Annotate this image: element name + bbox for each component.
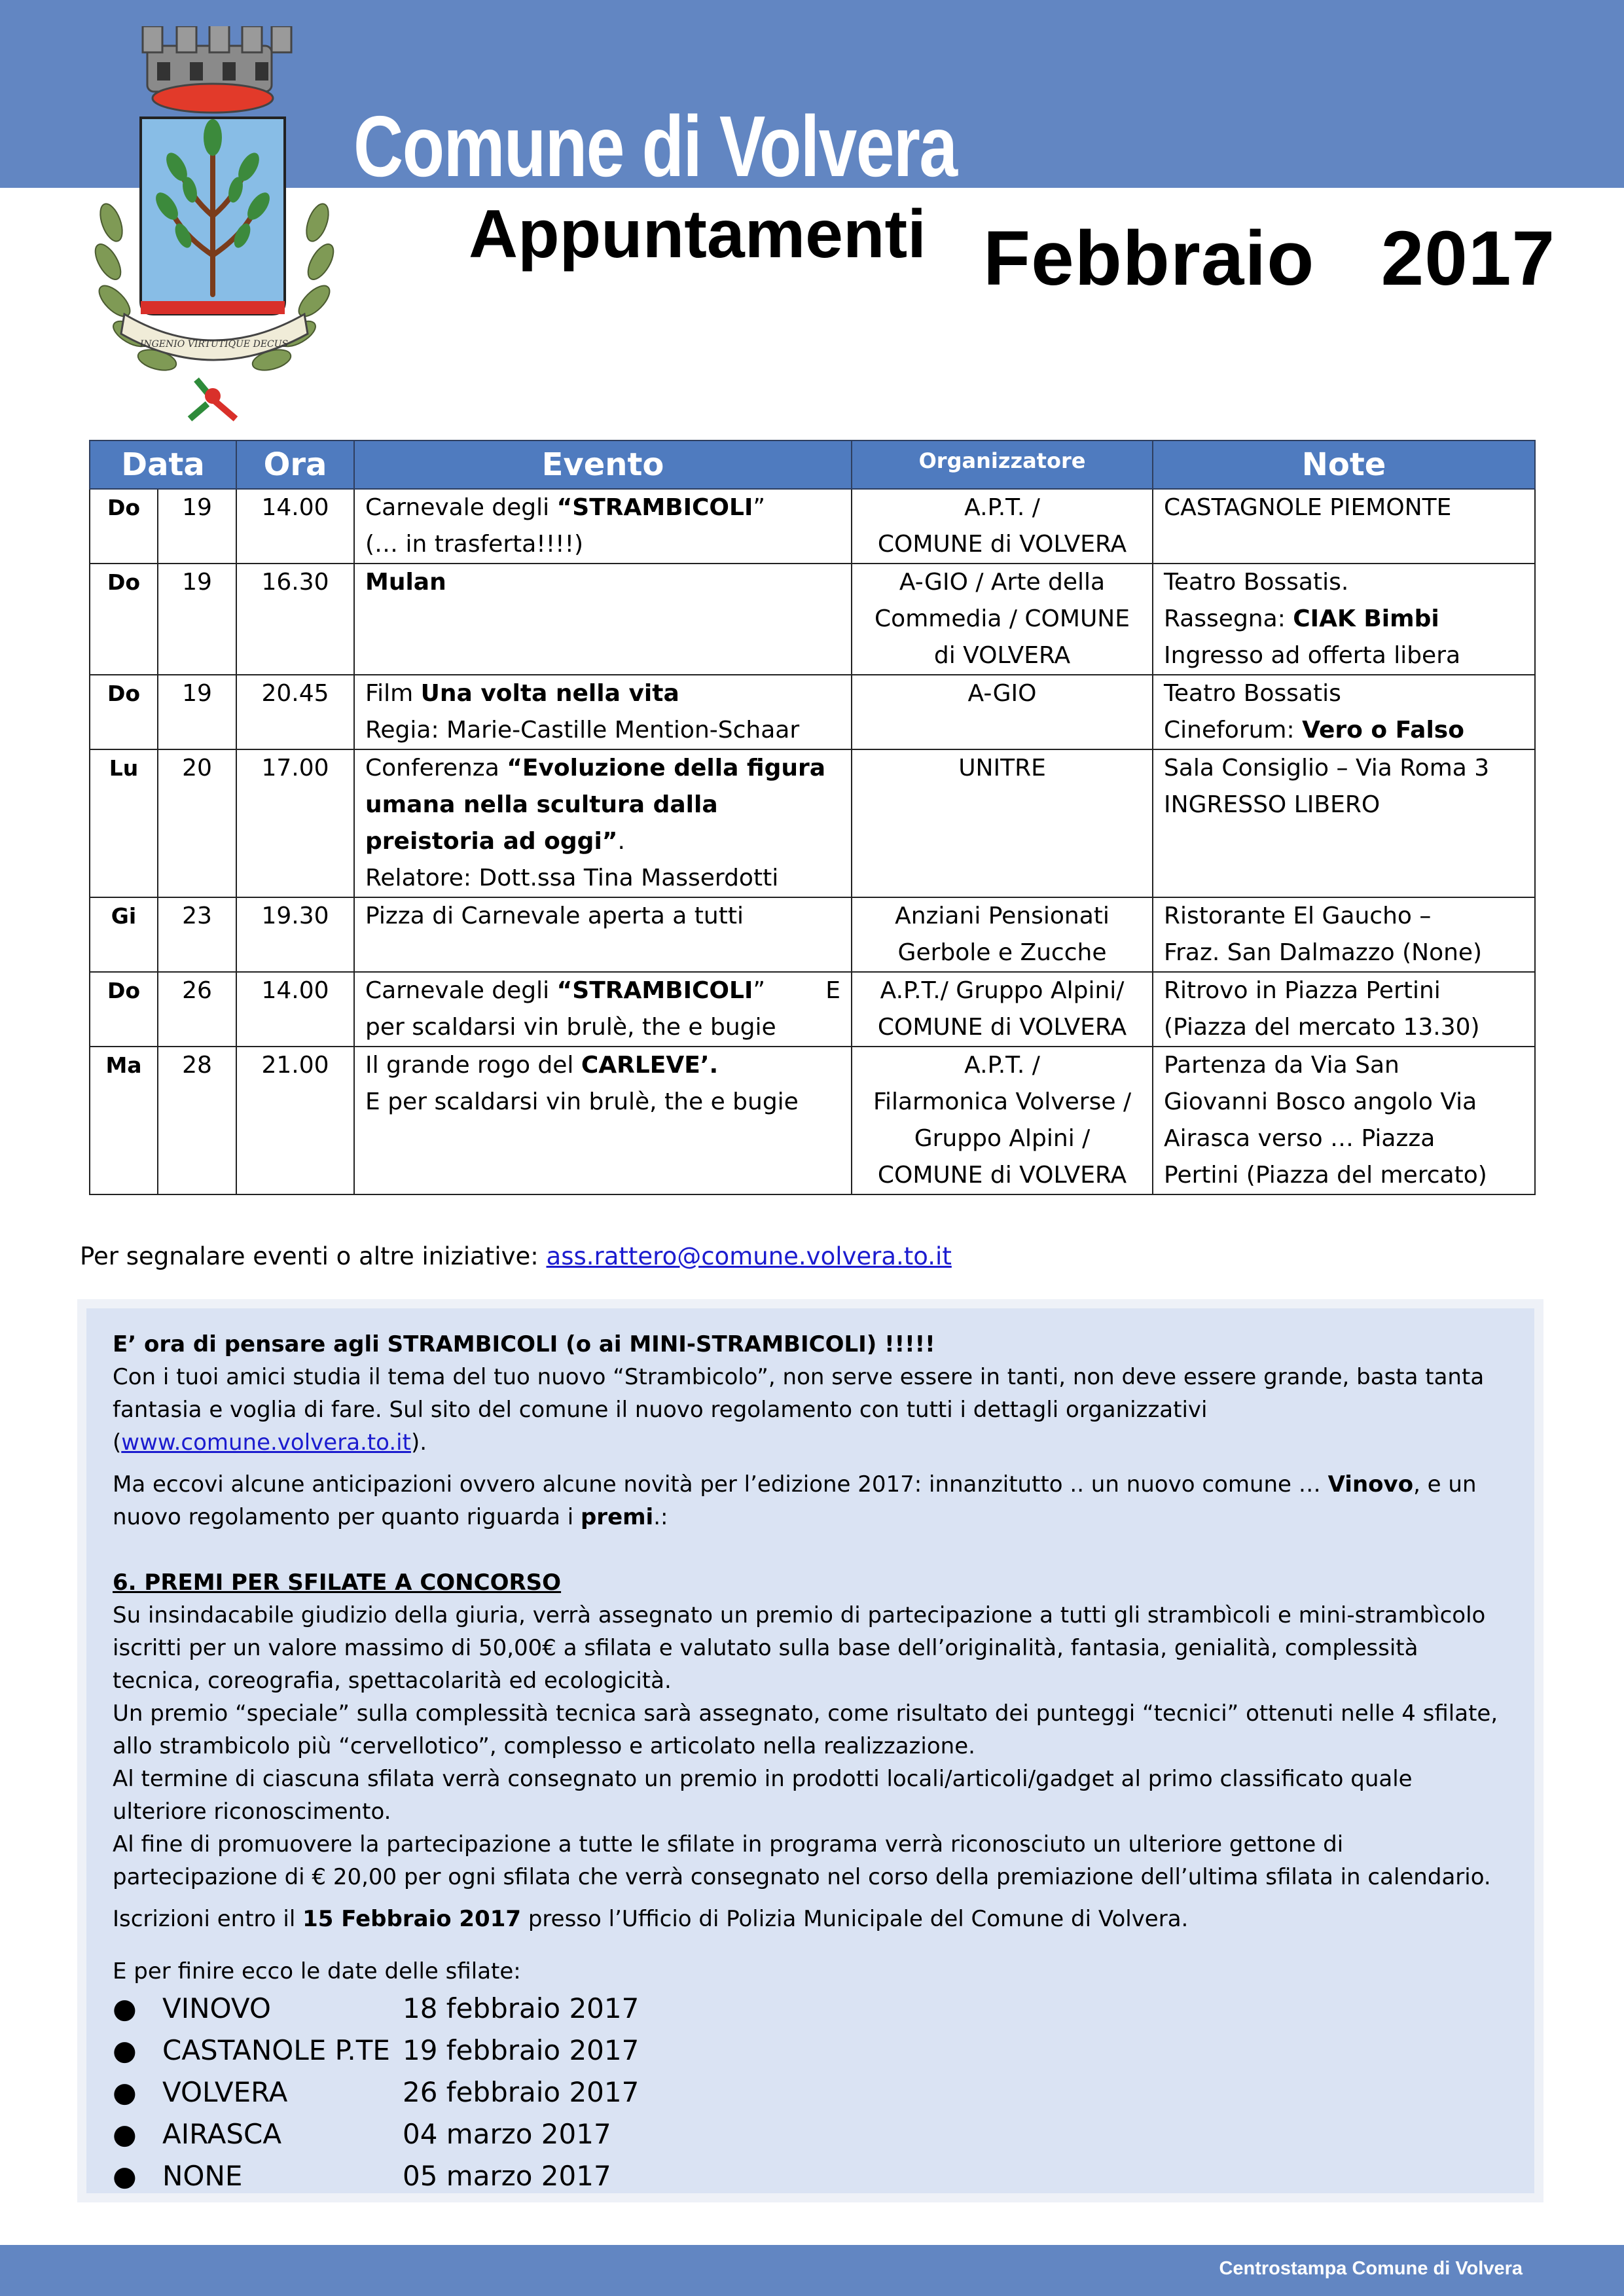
table-row xyxy=(90,972,1535,1047)
parade-dates-list xyxy=(113,1988,1508,2197)
cell-time: 16.30 xyxy=(236,564,354,675)
cell-note: CASTAGNOLE PIEMONTE xyxy=(1153,489,1535,564)
cell-time: 17.00 xyxy=(236,749,354,897)
cell-time: 19.30 xyxy=(236,897,354,972)
cell-time: 21.00 xyxy=(236,1047,354,1194)
cell-note: Partenza da Via San Giovanni Bosco angolo Via Airasca verso … Piazza Pertini (Piazza del mercato) xyxy=(1153,1047,1535,1194)
page-subtitle: Appuntamenti xyxy=(469,196,927,272)
registration-line: Iscrizioni entro il 15 Febbraio 2017 presso l’Ufficio di Polizia Municipale del Comune di Volvera. xyxy=(113,1906,1189,1932)
cell-event: Pizza di Carnevale aperta a tutti xyxy=(354,897,852,972)
cell-date: 26 xyxy=(158,972,236,1047)
events-table xyxy=(89,440,1536,1195)
table-row xyxy=(90,1047,1535,1194)
cell-day: Gi xyxy=(90,897,158,972)
section-title: 6. PREMI PER SFILATE A CONCORSO xyxy=(113,1570,562,1596)
cell-org: UNITRE xyxy=(852,749,1153,897)
footer-credit: Centrostampa Comune di Volvera xyxy=(1219,2258,1523,2279)
crest-motto: INGENIO VIRTUTIQUE DECUS xyxy=(139,339,289,350)
cell-event: Carnevale degli “STRAMBICOLI” E per scaldarsi vin brulè, the e bugie xyxy=(354,972,852,1047)
contact-line xyxy=(80,1237,952,1276)
cell-org: A-GIO / Arte della Commedia / COMUNE di VOLVERA xyxy=(852,564,1153,675)
header-organizzatore: Organizzatore xyxy=(852,440,1153,489)
cell-date: 19 xyxy=(158,489,236,564)
bullet-icon: ● xyxy=(113,2118,137,2150)
info-paragraph: Un premio “speciale” sulla complessità tecnica sarà assegnato, come risultato dei punteggi “tecnici” ottenuti nelle 4 sfilate, allo strambicolo più “cervellotico”, complesso e articolato nella realizzazione. xyxy=(113,1700,1498,1759)
bullet-icon: ● xyxy=(113,2160,137,2192)
cell-org: A.P.T./ Gruppo Alpini/ COMUNE di VOLVERA xyxy=(852,972,1153,1047)
info-heading: E’ ora di pensare agli STRAMBICOLI (o ai MINI-STRAMBICOLI) !!!!! xyxy=(113,1331,935,1357)
strambicoli-info-box xyxy=(77,1299,1543,2202)
list-item: ● VOLVERA 26 febbraio 2017 xyxy=(113,2072,1508,2113)
info-paragraph: Su insindacabile giudizio della giuria, verrà assegnato un premio di partecipazione a tutti gli strambìcoli e mini-strambìcolo iscritti per un valore massimo di 50,00€ a sfilata e valutato sulla base dell’originalità, fantasia, genialità, complessità tecnica, coreografia, spettacolarità ed ecologicità. xyxy=(113,1602,1486,1694)
cell-org: A.P.T. / Filarmonica Volverse / Gruppo Alpini / COMUNE di VOLVERA xyxy=(852,1047,1153,1194)
header-data: Data xyxy=(90,440,236,489)
cell-event: Conferenza “Evoluzione della figura umana nella scultura dalla preistoria ad oggi”. Relatore: Dott.ssa Tina Masserdotti xyxy=(354,749,852,897)
cell-time: 20.45 xyxy=(236,675,354,749)
cell-org: Anziani Pensionati Gerbole e Zucche xyxy=(852,897,1153,972)
cell-event: Il grande rogo del CARLEVE’. E per scaldarsi vin brulè, the e bugie xyxy=(354,1047,852,1194)
list-item: ● VINOVO 18 febbraio 2017 xyxy=(113,1988,1508,2030)
website-link[interactable]: www.comune.volvera.to.it xyxy=(121,1429,411,1456)
cell-day: Do xyxy=(90,972,158,1047)
cell-day: Do xyxy=(90,564,158,675)
cell-date: 28 xyxy=(158,1047,236,1194)
cell-day: Do xyxy=(90,489,158,564)
page-title: Comune di Volvera xyxy=(353,98,957,194)
info-paragraph: Al fine di promuovere la partecipazione a tutte le sfilate in programa verrà riconosciuto un ulteriore gettone di partecipazione di € 20,00 per ogni sfilata che verrà consegnato nel corso della premiazione dell’ultima sfilata in calendario. xyxy=(113,1831,1491,1890)
cell-date: 23 xyxy=(158,897,236,972)
table-row xyxy=(90,897,1535,972)
table-row xyxy=(90,489,1535,564)
cell-day: Lu xyxy=(90,749,158,897)
dates-intro: E per finire ecco le date delle sfilate: xyxy=(113,1958,521,1984)
cell-note: Ritrovo in Piazza Pertini (Piazza del mercato 13.30) xyxy=(1153,972,1535,1047)
cell-note: Ristorante El Gaucho – Fraz. San Dalmazzo (None) xyxy=(1153,897,1535,972)
contact-text: Per segnalare eventi o altre iniziative: xyxy=(80,1242,547,1270)
bullet-icon: ● xyxy=(113,2034,137,2066)
table-header-row xyxy=(90,440,1535,489)
cell-time: 14.00 xyxy=(236,489,354,564)
cell-org: A.P.T. / COMUNE di VOLVERA xyxy=(852,489,1153,564)
header-ora: Ora xyxy=(236,440,354,489)
list-item: ● CASTANOLE P.TE 19 febbraio 2017 xyxy=(113,2030,1508,2072)
cell-event: Mulan xyxy=(354,564,852,675)
cell-date: 20 xyxy=(158,749,236,897)
crown-icon xyxy=(143,26,291,113)
month-year xyxy=(983,215,1556,302)
cell-note: Sala Consiglio – Via Roma 3 INGRESSO LIBERO xyxy=(1153,749,1535,897)
table-row xyxy=(90,675,1535,749)
cell-day: Ma xyxy=(90,1047,158,1194)
year-label: 2017 xyxy=(1380,215,1556,302)
table-row xyxy=(90,749,1535,897)
list-item: ● NONE 05 marzo 2017 xyxy=(113,2155,1508,2197)
cell-time: 14.00 xyxy=(236,972,354,1047)
cell-date: 19 xyxy=(158,564,236,675)
info-paragraph: Ma eccovi alcune anticipazioni ovvero alcune novità per l’edizione 2017: innanzitutto .. un nuovo comune … Vinovo, e un nuovo regolamento per quanto riguarda i premi.: xyxy=(113,1471,1477,1530)
header-evento: Evento xyxy=(354,440,852,489)
cell-day: Do xyxy=(90,675,158,749)
cell-note: Teatro Bossatis Cineforum: Vero o Falso xyxy=(1153,675,1535,749)
cell-date: 19 xyxy=(158,675,236,749)
coat-of-arms-icon xyxy=(85,26,347,422)
bullet-icon: ● xyxy=(113,1992,137,2024)
list-item: ● AIRASCA 04 marzo 2017 xyxy=(113,2113,1508,2155)
contact-email-link[interactable]: ass.rattero@comune.volvera.to.it xyxy=(546,1242,952,1270)
header-note: Note xyxy=(1153,440,1535,489)
cell-event: Carnevale degli “STRAMBICOLI” (… in trasferta!!!!) xyxy=(354,489,852,564)
info-paragraph: Al termine di ciascuna sfilata verrà consegnato un premio in prodotti locali/articoli/gadget al primo classificato quale ulteriore riconoscimento. xyxy=(113,1766,1413,1825)
bullet-icon: ● xyxy=(113,2076,137,2108)
cell-event: Film Una volta nella vita Regia: Marie-Castille Mention-Schaar xyxy=(354,675,852,749)
table-row xyxy=(90,564,1535,675)
cell-org: A-GIO xyxy=(852,675,1153,749)
cell-note: Teatro Bossatis. Rassegna: CIAK Bimbi Ingresso ad offerta libera xyxy=(1153,564,1535,675)
month-label: Febbraio xyxy=(983,215,1315,302)
info-paragraph: Con i tuoi amici studia il tema del tuo nuovo “Strambicolo”, non serve essere in tanti, non deve essere grande, basta tanta fantasia e voglia di fare. Sul sito del comune il nuovo regolamento con tutti i dettagli organizzativi (www.comune.volvera.to.it). xyxy=(113,1364,1485,1456)
